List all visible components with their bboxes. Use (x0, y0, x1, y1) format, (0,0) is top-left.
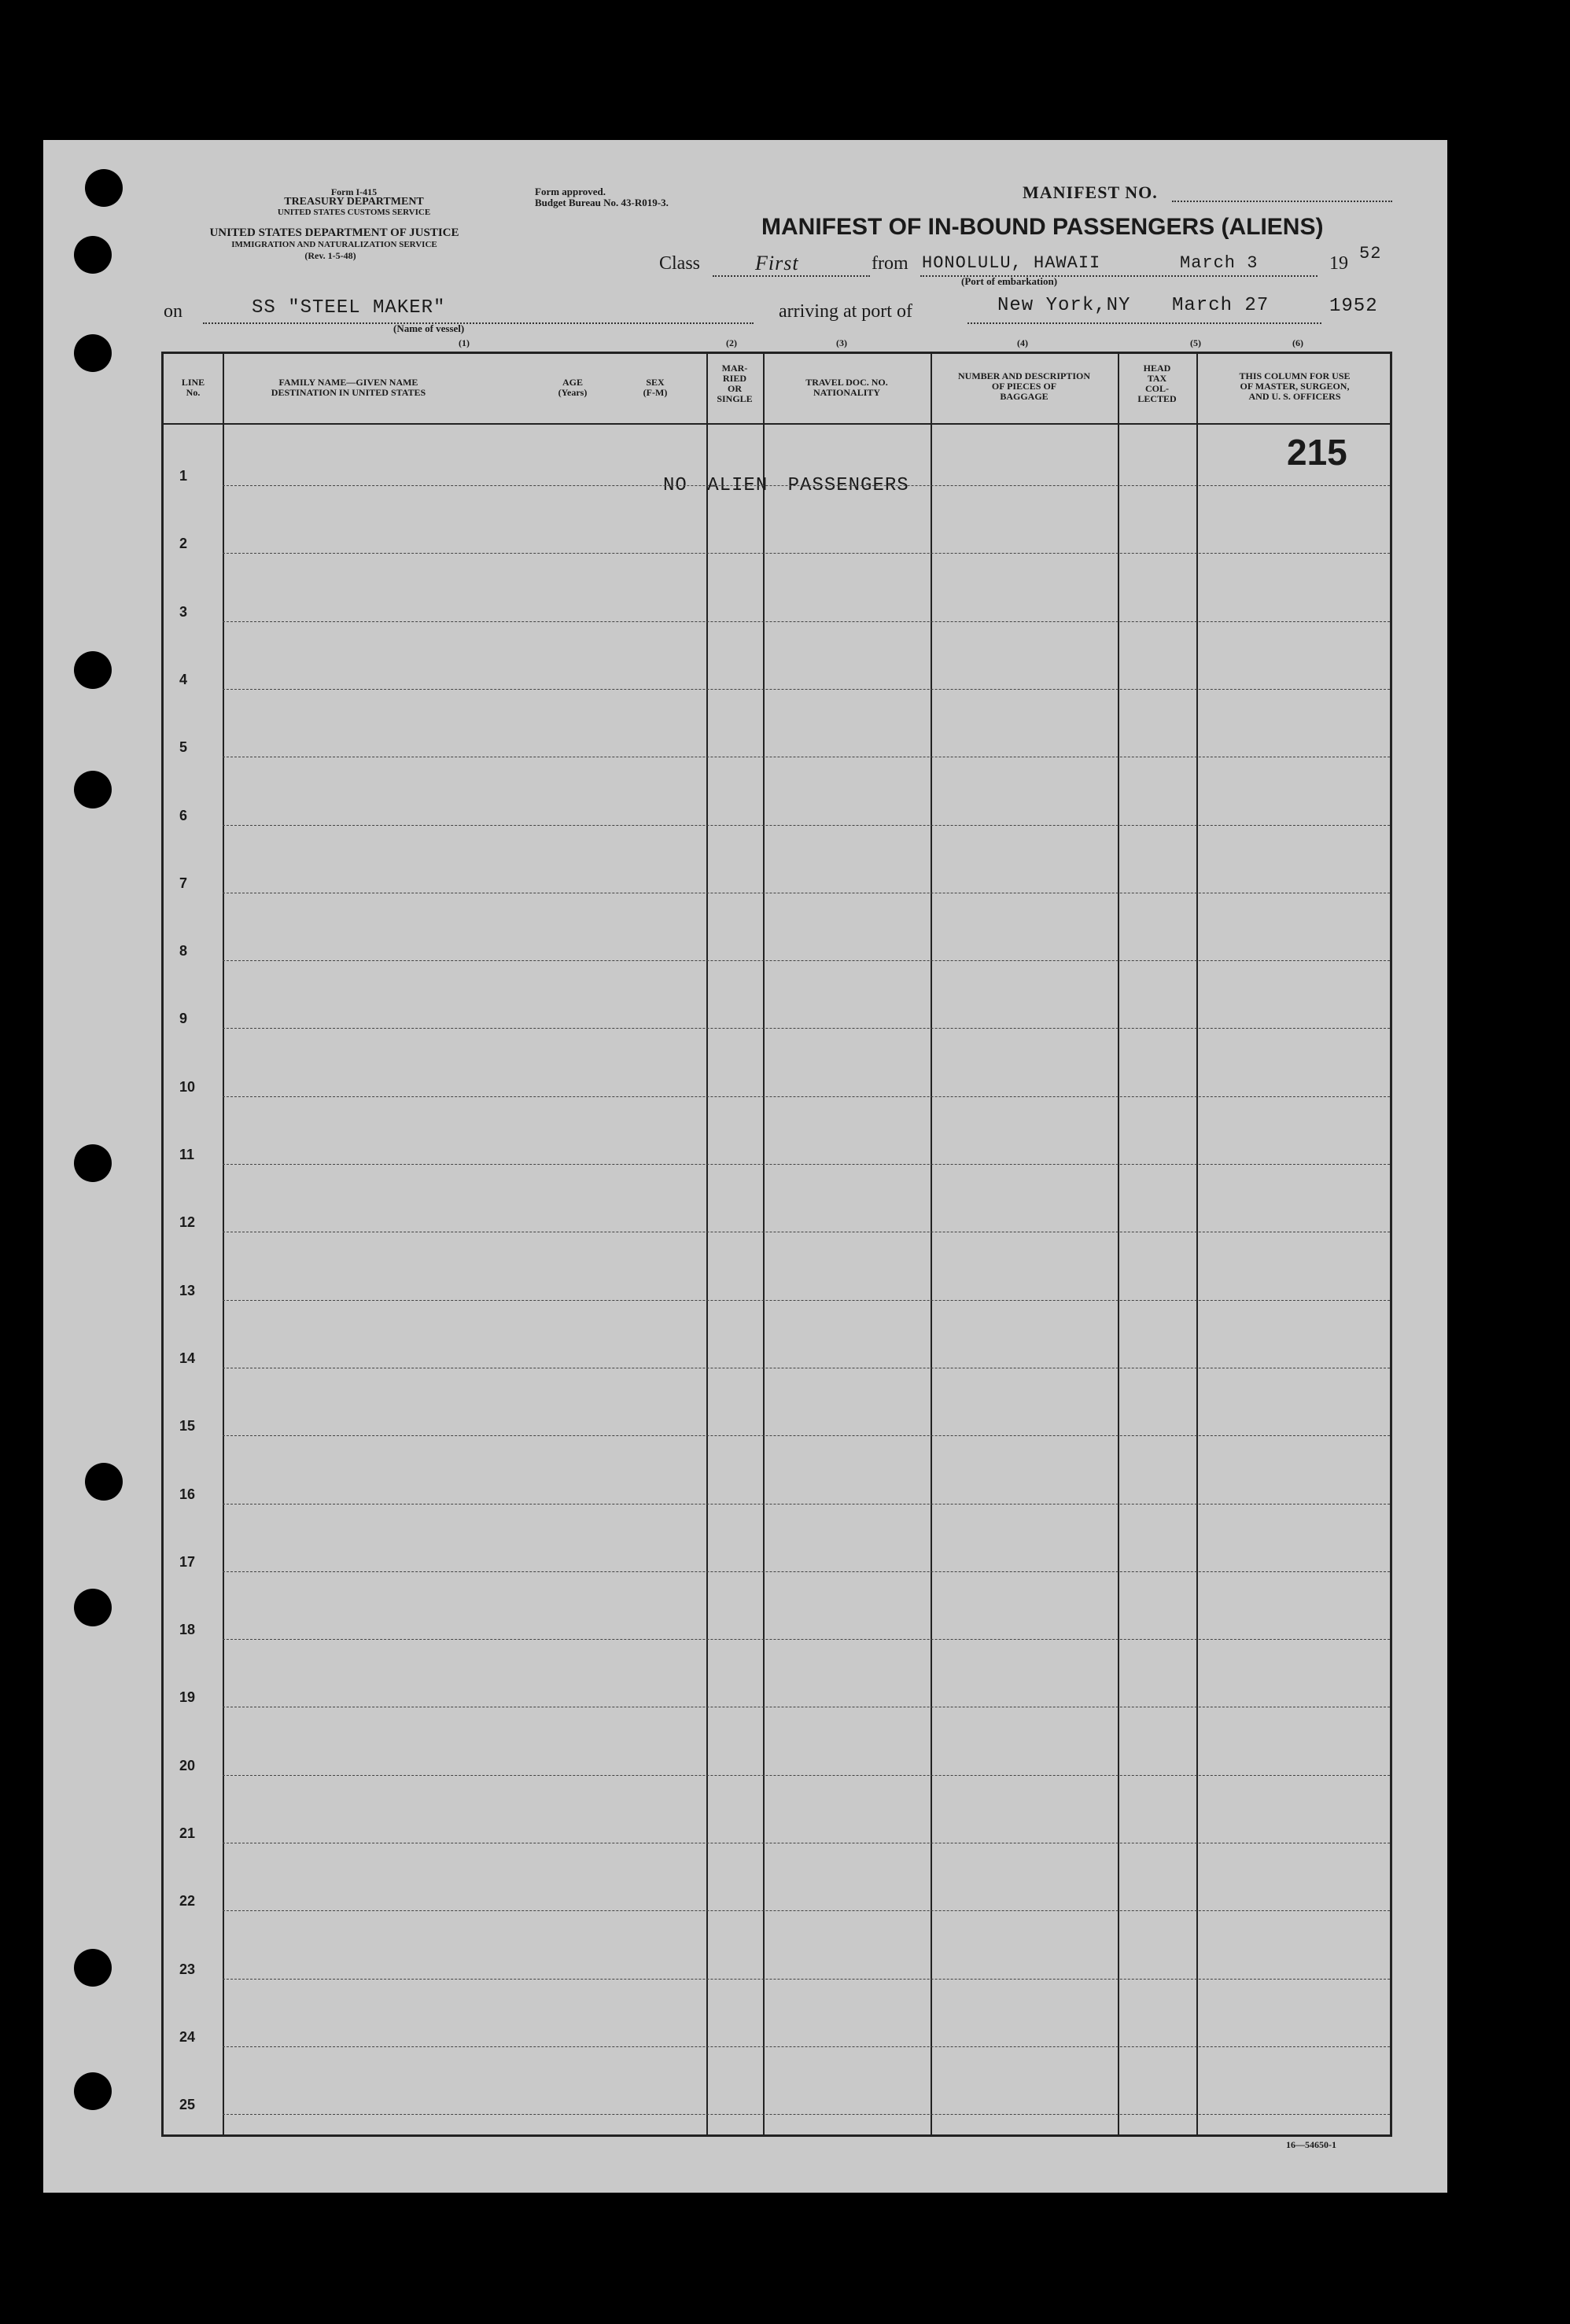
header-baggage: NUMBER AND DESCRIPTION OF PIECES OF BAGGAGE (957, 370, 1091, 402)
row-rule (223, 1028, 1390, 1029)
row-number: 14 (179, 1350, 196, 1366)
arrival-port: New York,NY (997, 295, 1131, 316)
revision: (Rev. 1-5-48) (304, 250, 356, 261)
table-row (164, 559, 1390, 627)
year-value-2: 1952 (1329, 296, 1378, 317)
passenger-table (161, 352, 1392, 2137)
port-caption: (Port of embarkation) (961, 275, 1058, 287)
from-date: March 3 (1180, 253, 1259, 273)
row-number: 1 (179, 468, 188, 484)
header-line-no: LINE No. (181, 377, 205, 398)
row-number: 12 (179, 1214, 196, 1231)
row-rule (223, 621, 1390, 622)
customs-service: UNITED STATES CUSTOMS SERVICE (277, 208, 431, 217)
row-number: 13 (179, 1282, 196, 1298)
from-label: from (872, 253, 908, 274)
punch-hole (74, 1589, 112, 1626)
header-head-tax: HEAD TAX COL- LECTED (1137, 363, 1177, 404)
table-row (164, 898, 1390, 966)
from-value: HONOLULU, HAWAII (922, 253, 1101, 273)
on-label: on (164, 301, 182, 322)
punch-hole (74, 1144, 112, 1182)
punch-hole (74, 771, 112, 808)
row-rule (223, 1571, 1390, 1572)
row-number: 10 (179, 1078, 196, 1095)
class-line (713, 275, 870, 277)
table-row (164, 1238, 1390, 1306)
manifest-title: MANIFEST OF IN-BOUND PASSENGERS (ALIENS) (761, 214, 1324, 240)
table-row (164, 1442, 1390, 1509)
vessel-caption: (Name of vessel) (393, 322, 465, 334)
header-age: AGE (Years) (558, 377, 588, 398)
table-row (164, 423, 1390, 491)
table-row (164, 1713, 1390, 1781)
row-number: 7 (179, 875, 188, 891)
row-number: 18 (179, 1622, 196, 1638)
header-sex: SEX (F-M) (643, 377, 668, 398)
row-rule (223, 825, 1390, 826)
row-rule (223, 553, 1390, 554)
row-number: 16 (179, 1486, 196, 1502)
row-number: 8 (179, 943, 188, 959)
punch-hole (85, 169, 123, 207)
table-row (164, 1644, 1390, 1712)
row-number: 20 (179, 1757, 196, 1773)
row-rule (223, 1910, 1390, 1911)
row-number: 15 (179, 1418, 196, 1435)
table-row (164, 1169, 1390, 1237)
row-rule (223, 1300, 1390, 1301)
row-number: 21 (179, 1825, 196, 1841)
row-rule (223, 1096, 1390, 1097)
row-rule (223, 689, 1390, 690)
punch-hole (85, 1463, 123, 1501)
class-label: Class (659, 253, 701, 274)
form-approved: Form approved. (535, 186, 606, 197)
col-number-1: (1) (459, 337, 470, 348)
table-row (164, 1373, 1390, 1441)
table-row (164, 1781, 1390, 1848)
vessel-name: SS "STEEL MAKER" (252, 297, 446, 319)
year-value-1: 52 (1359, 244, 1382, 263)
col-number-3: (3) (836, 337, 847, 348)
department-of-justice: UNITED STATES DEPARTMENT OF JUSTICE (209, 227, 459, 239)
punch-hole (74, 334, 112, 372)
table-row (164, 1917, 1390, 1984)
table-row (164, 763, 1390, 831)
row-number: 9 (179, 1011, 188, 1027)
col-number-2: (2) (726, 337, 737, 348)
row-number: 6 (179, 807, 188, 823)
arrival-line (967, 322, 1321, 324)
header-married: MAR- RIED OR SINGLE (717, 363, 753, 404)
table-row (164, 2052, 1390, 2120)
treasury-department: TREASURY DEPARTMENT (284, 196, 424, 208)
row-rule (223, 960, 1390, 961)
manifest-no-label: MANIFEST NO. (1023, 182, 1158, 202)
header-officers: THIS COLUMN FOR USE OF MASTER, SURGEON, AND U. S. OFFICERS (1239, 370, 1351, 402)
table-row (164, 1984, 1390, 2052)
row-number: 24 (179, 2028, 196, 2045)
stamp-number: 215 (1287, 432, 1347, 473)
row-rule (223, 1504, 1390, 1505)
header-family-name: FAMILY NAME—GIVEN NAME DESTINATION IN UNITED STATES (271, 377, 426, 398)
vessel-line (203, 322, 754, 324)
table-row (164, 1848, 1390, 1916)
row-rule (223, 2046, 1390, 2047)
table-row (164, 627, 1390, 694)
row-rule (223, 2114, 1390, 2115)
row-number: 5 (179, 739, 188, 756)
table-row (164, 1034, 1390, 1102)
row-rule (223, 1435, 1390, 1436)
row-number: 25 (179, 2097, 196, 2113)
year-prefix-1: 19 (1329, 253, 1348, 274)
row-rule (223, 1164, 1390, 1165)
no-alien-passengers: NO ALIEN PASSENGERS (663, 475, 909, 496)
row-number: 2 (179, 536, 188, 552)
row-rule (223, 1979, 1390, 1980)
row-number: 11 (179, 1147, 195, 1162)
class-value: First (755, 252, 799, 274)
form-number: Form I-415 (330, 186, 378, 197)
row-rule (223, 1775, 1390, 1776)
row-number: 22 (179, 1893, 196, 1910)
punch-hole (74, 236, 112, 274)
punch-hole (74, 1949, 112, 1987)
row-number: 23 (179, 1961, 196, 1977)
col-number-6: (6) (1292, 337, 1303, 348)
table-row (164, 694, 1390, 762)
row-rule (223, 485, 1390, 486)
arrival-date: March 27 (1172, 295, 1270, 316)
row-number: 19 (179, 1689, 196, 1706)
table-row (164, 1102, 1390, 1169)
immigration-service: IMMIGRATION AND NATURALIZATION SERVICE (231, 240, 437, 249)
punch-hole (74, 2072, 112, 2110)
col-number-4: (4) (1017, 337, 1028, 348)
row-number: 4 (179, 671, 188, 687)
row-number: 17 (179, 1553, 196, 1570)
row-number: 3 (179, 603, 188, 620)
table-row (164, 1306, 1390, 1373)
table-row (164, 1509, 1390, 1577)
table-row (164, 491, 1390, 558)
form-code: 16—54650-1 (1286, 2139, 1336, 2150)
col-number-5: (5) (1190, 337, 1201, 348)
arriving-label: arriving at port of (779, 301, 912, 322)
punch-hole (74, 651, 112, 689)
row-rule (223, 1639, 1390, 1640)
budget-bureau: Budget Bureau No. 43-R019-3. (535, 197, 669, 208)
table-row (164, 1577, 1390, 1644)
table-row (164, 966, 1390, 1033)
manifest-no-line (1172, 201, 1392, 202)
header-travel-doc: TRAVEL DOC. NO. NATIONALITY (805, 377, 888, 398)
table-row (164, 831, 1390, 898)
